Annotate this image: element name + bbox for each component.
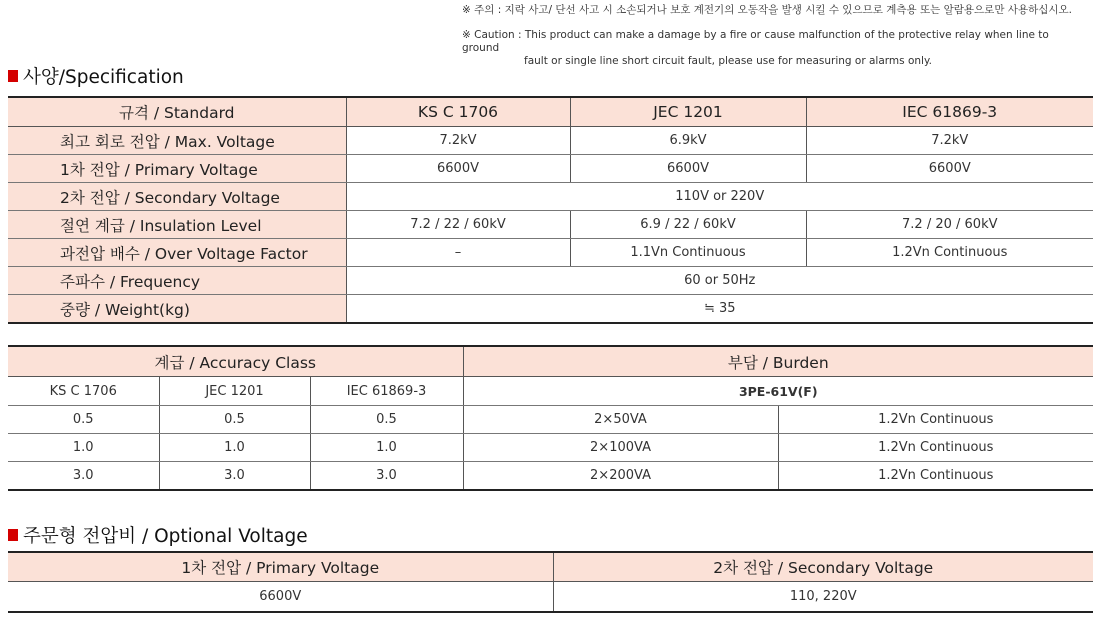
row-label: 주파수 / Frequency	[8, 267, 346, 295]
spec-row-secondary-voltage	[8, 183, 1093, 211]
optional-voltage-title-text: 주문형 전압비 / Optional Voltage	[23, 526, 308, 547]
spec-header-standard: 규격 / Standard	[8, 97, 346, 127]
cell-ks: 7.2 / 22 / 60kV	[346, 211, 570, 239]
row-label: 중량 / Weight(kg)	[8, 295, 346, 324]
row-label: 2차 전압 / Secondary Voltage	[8, 183, 346, 211]
cell-jec: 3.0	[159, 462, 310, 491]
specification-title-text: 사양/Specification	[23, 67, 184, 88]
burden-header: 부담 / Burden	[463, 346, 1093, 377]
cell-iec: 7.2 / 20 / 60kV	[806, 211, 1093, 239]
cell-iec: 6600V	[806, 155, 1093, 183]
optional-voltage-title	[8, 522, 308, 548]
sub-header-jec: JEC 1201	[159, 377, 310, 406]
cell-all: 110V or 220V	[346, 183, 1093, 211]
spec-header-jec: JEC 1201	[570, 97, 806, 127]
cell-jec: 6600V	[570, 155, 806, 183]
cell-burden: 2×200VA	[463, 462, 778, 491]
specification-title	[8, 63, 184, 89]
row-label: 1차 전압 / Primary Voltage	[8, 155, 346, 183]
caution-korean: ※ 주의 : 지락 사고/ 단선 사고 시 소손되거나 보호 계전기의 오동작을 발생 시킬 수 있으므로 계측용 또는 알람용으로만 사용하십시오.	[461, 4, 1072, 16]
cell-all: ≒ 35	[346, 295, 1093, 324]
model-name: 3PE-61V(F)	[463, 377, 1093, 406]
cell-jec: 1.0	[159, 434, 310, 462]
spec-row-max-voltage	[8, 127, 1093, 155]
cell-ks: 3.0	[8, 462, 159, 491]
optional-header-row	[8, 552, 1093, 582]
spec-row-insulation-level	[8, 211, 1093, 239]
accuracy-table	[8, 345, 1093, 491]
row-label: 절연 계급 / Insulation Level	[8, 211, 346, 239]
accuracy-class-header: 계급 / Accuracy Class	[8, 346, 463, 377]
spec-row-over-voltage-factor	[8, 239, 1093, 267]
red-square-icon	[8, 70, 18, 82]
cell-continuous: 1.2Vn Continuous	[778, 406, 1093, 434]
cell-jec: 1.1Vn Continuous	[570, 239, 806, 267]
spec-row-frequency	[8, 267, 1093, 295]
specification-table	[8, 96, 1093, 324]
secondary-voltage-header: 2차 전압 / Secondary Voltage	[553, 552, 1093, 582]
row-label: 최고 회로 전압 / Max. Voltage	[8, 127, 346, 155]
optional-value-row	[8, 582, 1093, 613]
caution-english	[420, 29, 1072, 68]
cell-burden: 2×50VA	[463, 406, 778, 434]
spec-header-iec: IEC 61869-3	[806, 97, 1093, 127]
cell-continuous: 1.2Vn Continuous	[778, 462, 1093, 491]
red-square-icon	[8, 529, 18, 541]
cell-jec: 6.9 / 22 / 60kV	[570, 211, 806, 239]
cell-iec: 7.2kV	[806, 127, 1093, 155]
cell-ks: 7.2kV	[346, 127, 570, 155]
sub-header-ks: KS C 1706	[8, 377, 159, 406]
accuracy-row	[8, 434, 1093, 462]
accuracy-subheader-row	[8, 377, 1093, 406]
caution-english-line1: ※ Caution : This product can make a damage by a fire or cause malfunction of the protective relay when line to ground	[462, 29, 1049, 54]
secondary-voltage-value: 110, 220V	[553, 582, 1093, 613]
spec-row-weight	[8, 295, 1093, 324]
primary-voltage-value: 6600V	[8, 582, 553, 613]
caution-english-line2: fault or single line short circuit fault, please use for measuring or alarms only.	[524, 55, 933, 67]
spec-header-row	[8, 97, 1093, 127]
sub-header-iec: IEC 61869-3	[310, 377, 463, 406]
cell-burden: 2×100VA	[463, 434, 778, 462]
cell-iec: 0.5	[310, 406, 463, 434]
accuracy-header-row	[8, 346, 1093, 377]
cell-ks: 6600V	[346, 155, 570, 183]
caution-notes	[420, 2, 1072, 68]
cell-iec: 1.2Vn Continuous	[806, 239, 1093, 267]
cell-all: 60 or 50Hz	[346, 267, 1093, 295]
cell-ks: 0.5	[8, 406, 159, 434]
cell-continuous: 1.2Vn Continuous	[778, 434, 1093, 462]
accuracy-row	[8, 462, 1093, 491]
row-label: 과전압 배수 / Over Voltage Factor	[8, 239, 346, 267]
spec-header-ks: KS C 1706	[346, 97, 570, 127]
cell-ks: –	[346, 239, 570, 267]
cell-jec: 6.9kV	[570, 127, 806, 155]
optional-voltage-table	[8, 551, 1093, 613]
cell-jec: 0.5	[159, 406, 310, 434]
cell-iec: 1.0	[310, 434, 463, 462]
spec-row-primary-voltage	[8, 155, 1093, 183]
accuracy-row	[8, 406, 1093, 434]
primary-voltage-header: 1차 전압 / Primary Voltage	[8, 552, 553, 582]
cell-ks: 1.0	[8, 434, 159, 462]
cell-iec: 3.0	[310, 462, 463, 491]
